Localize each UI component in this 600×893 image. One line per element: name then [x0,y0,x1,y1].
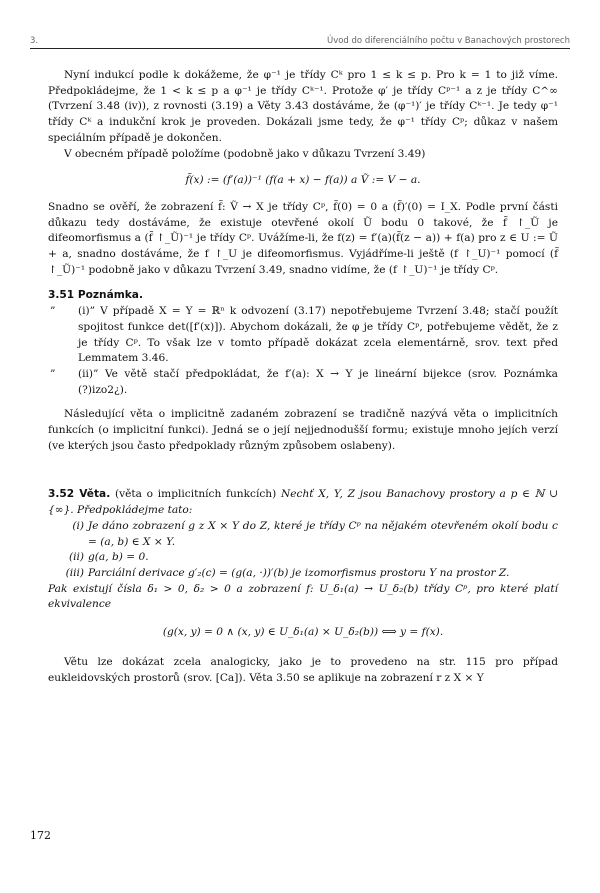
remark-heading: 3.51 Poznámka. [48,289,143,302]
running-header-chapter: 3. [30,36,39,46]
page-number: 172 [30,829,51,842]
theorem-condition-i [54,519,558,550]
condition-mark: (i) [72,519,84,532]
running-header [30,36,570,49]
remark-item-text: (ii)” Ve větě stačí předpokládat, že f′(a): X → Y je lineární bijekce (srov. Poznámka (?)izo2¿). [78,367,558,396]
remark-item-i [48,304,558,367]
condition-text: Je dáno zobrazení g z X × Y do Z, které je třídy Cᵖ na nějakém otevřeném okolí bodu c = (a, b) ∈ X × Y. [88,519,558,548]
paragraph-implicit-intro: Následující věta o implicitně zadaném zobrazení se tradičně nazývá věta o implicitních funkcích (o implicitní funkci). Jedná se o její nejjednodušší formu; existuje mnoho jejích verzí (ve kterých jsou často předpoklady různým způsobem oslabeny). [48,408,558,452]
theorem-conclusion: Pak existují čísla δ₁ > 0, δ₂ > 0 a zobrazení f: U_δ₁(a) → U_δ₂(b) třídy Cᵖ, pro které platí ekvivalence [48,582,558,611]
page-body [48,68,558,686]
condition-text: g(a, b) = 0. [88,551,149,564]
remark-item-ii [48,367,558,398]
running-header-title: Úvod do diferenciálního počtu v Banachových prostorech [326,36,570,46]
paragraph-proof-continuation: Snadno se ověří, že zobrazení f̃: Ṽ → X je třídy Cᵖ, f̃(0) = 0 a (f̃)′(0) = I_X. Podle první části důkazu tedy dostáváme, že existuje otevřené okolí Ũ bodu 0 takové, že f̃ ↾_Ũ je difeomorfismus a (f̃ ↾_Ũ)⁻¹ je třídy Cᵖ. Uvážíme-li, že f(z) = f′(a)(f̃(z − a)) + f(a) pro z ∈ U := Ũ + a, snadno dostáváme, že f ↾_U je difeomorfismus. Vyjádříme-li ještě (f ↾_U)⁻¹ pomocí (f̃ ↾_Ũ)⁻¹ podobně jako v důkazu Tvrzení 3.49, snadno vidíme, že (f ↾_U)⁻¹ je třídy Cᵖ. [48,200,558,276]
remark-item-mark: ” [50,305,56,318]
paragraph-induction: Nyní indukcí podle k dokážeme, že φ⁻¹ je třídy Cᵏ pro 1 ≤ k ≤ p. Pro k = 1 to již víme. Předpokládejme, že 1 < k ≤ p a φ⁻¹ je třídy Cᵏ⁻¹. Protože φ′ je třídy Cᵖ⁻¹ a z je třídy C^∞ (Tvrzení 3.48 (iv)), z rovnosti (3.19) a Věty 3.43 dostáváme, že (φ⁻¹)′ je třídy Cᵏ⁻¹. Je tedy φ⁻¹ třídy Cᵏ a indukční krok je proveden. Dokázali jsme tedy, že φ⁻¹ třídy Cᵖ; důkaz v našem speciálním případě je dokončen. [48,69,558,144]
theorem-note: (věta o implicitních funkcích) [114,488,277,501]
paragraph-general-case: V obecném případě položíme (podobně jako v důkazu Tvrzení 3.49) [64,147,426,160]
remark-item-mark: ” [50,367,56,380]
condition-text: Parciální derivace g′₂(c) = (g(a, ·))′(b) je izomorfismus prostoru Y na prostor Z. [88,566,510,579]
theorem-condition-iii [54,566,558,582]
condition-mark: (iii) [65,566,84,579]
theorem-heading: 3.52 Věta. [48,488,111,501]
theorem-statement: Nechť X, Y, Z jsou Banachovy prostory a p ∈ ℕ ∪ {∞}. Předpokládejme tato: [48,488,558,517]
remark-item-text: (i)” V případě X = Y = ℝⁿ k odvození (3.17) nepotřebujeme Tvrzení 3.48; stačí použít spojitost funkce det([f′(x)]). Abychom dokázali, že φ je třídy Cᵖ, potřebujeme vědět, že z je třídy Cᵖ. To však lze v tomto případě dokázat zcela elementárně, srov. text před Lemmatem 3.46. [78,305,558,365]
theorem-3-52 [48,487,558,640]
condition-mark: (ii) [68,551,84,564]
theorem-condition-ii [54,550,558,566]
display-equation-1: f̃(x) := (f′(a))⁻¹ (f(a + x) − f(a)) a Ṽ := V − a. [185,174,421,187]
paragraph-proof-remark: Větu lze dokázat zcela analogicky, jako je to provedeno na str. 115 pro případ eukleidovských prostorů (srov. [Ca]). Věta 3.50 se aplikuje na zobrazení r z X × Y [48,655,558,684]
display-equation-2: (g(x, y) = 0 ∧ (x, y) ∈ U_δ₁(a) × U_δ₂(b)) ⟺ y = f(x). [162,626,444,639]
remark-3-51 [48,288,558,398]
